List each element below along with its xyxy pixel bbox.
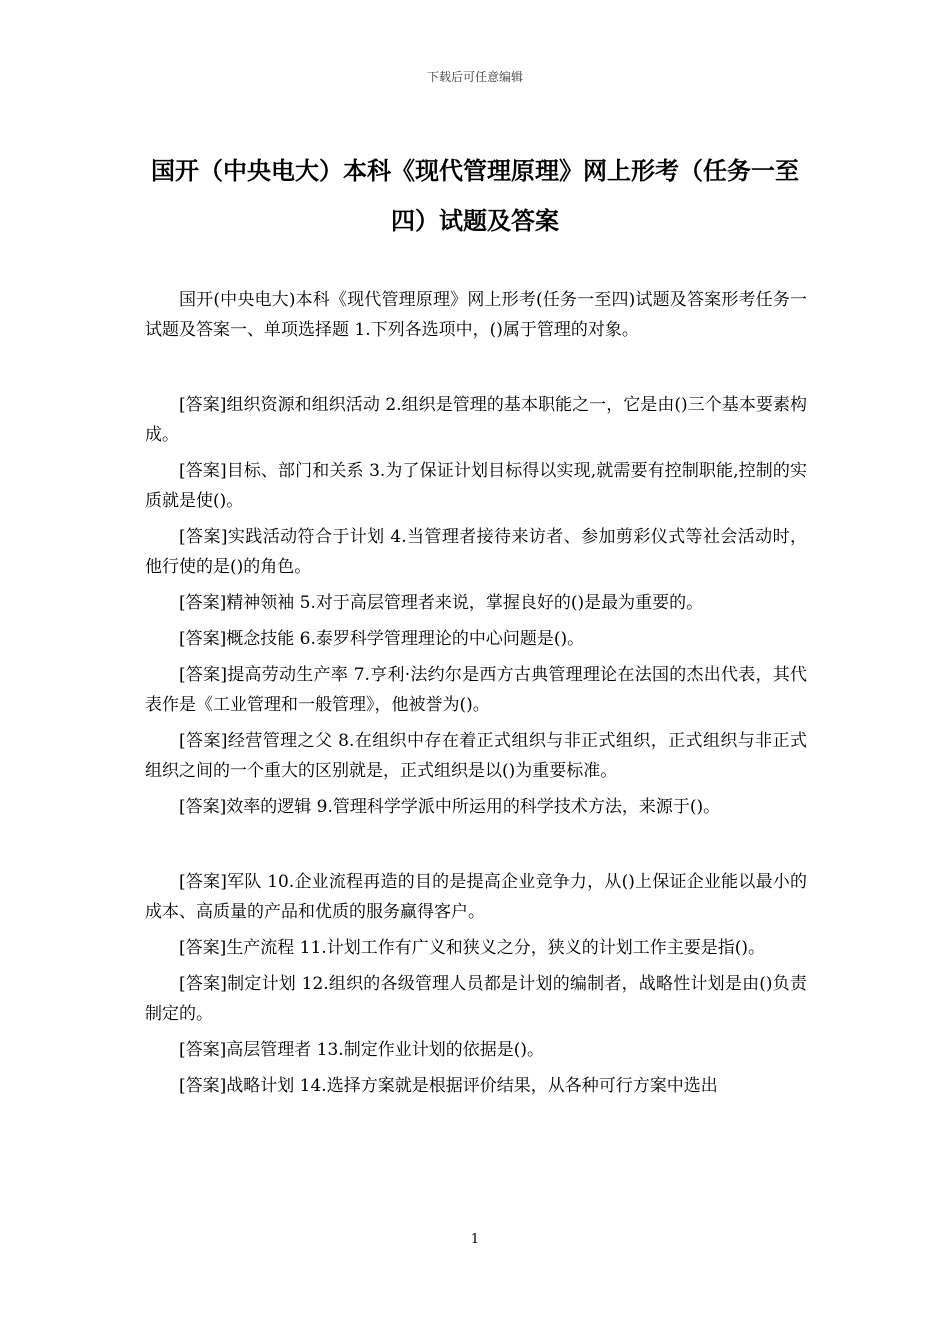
paragraph: [答案]提高劳动生产率 7.亨利·法约尔是西方古典管理理论在法国的杰出代表，其代表作是《工业管理和一般管理》，他被誉为()。 <box>145 665 807 715</box>
paragraph: [答案]制定计划 12.组织的各级管理人员都是计划的编制者，战略性计划是由()负责制定的。 <box>145 974 807 1024</box>
paragraph: [答案]目标、部门和关系 3.为了保证计划目标得以实现,就需要有控制职能,控制的实质就是使()。 <box>145 461 807 511</box>
paragraph: [答案]生产流程 11.计划工作有广义和狭义之分，狭义的计划工作主要是指()。 <box>179 938 765 958</box>
paragraph: [答案]组织资源和组织活动 2.组织是管理的基本职能之一，它是由()三个基本要素构成。 <box>145 395 807 445</box>
paragraph: [答案]军队 10.企业流程再造的目的是提高企业竞争力，从()上保证企业能以最小的成本、高质量的产品和优质的服务赢得客户。 <box>145 872 807 922</box>
paragraph: 国开(中央电大)本科《现代管理原理》网上形考(任务一至四)试题及答案形考任务一试题及答案一、单项选择题 1.下列各选项中，()属于管理的对象。 <box>145 290 807 340</box>
paragraph: [答案]实践活动符合于计划 4.当管理者接待来访者、参加剪彩仪式等社会活动时，他行使的是()的角色。 <box>145 527 807 577</box>
document-body <box>145 285 807 1107</box>
page-number: 1 <box>470 1232 480 1247</box>
paragraph: [答案]战略计划 14.选择方案就是根据评价结果，从各种可行方案中选出 <box>179 1076 718 1096</box>
document-title: 国开（中央电大）本科《现代管理原理》网上形考（任务一至四）试题及答案 <box>151 157 799 235</box>
header-note: 下载后可任意编辑 <box>426 70 523 84</box>
paragraph: [答案]精神领袖 5.对于高层管理者来说，掌握良好的()是最为重要的。 <box>179 593 704 613</box>
paragraph: [答案]概念技能 6.泰罗科学管理理论的中心问题是()。 <box>179 629 585 649</box>
paragraph: [答案]高层管理者 13.制定作业计划的依据是()。 <box>179 1040 544 1060</box>
paragraph: [答案]经营管理之父 8.在组织中存在着正式组织与非正式组织，正式组织与非正式组织之间的一个重大的区别就是，正式组织是以()为重要标准。 <box>145 731 807 781</box>
paragraph: [答案]效率的逻辑 9.管理科学学派中所运用的科学技术方法，来源于()。 <box>179 797 721 817</box>
